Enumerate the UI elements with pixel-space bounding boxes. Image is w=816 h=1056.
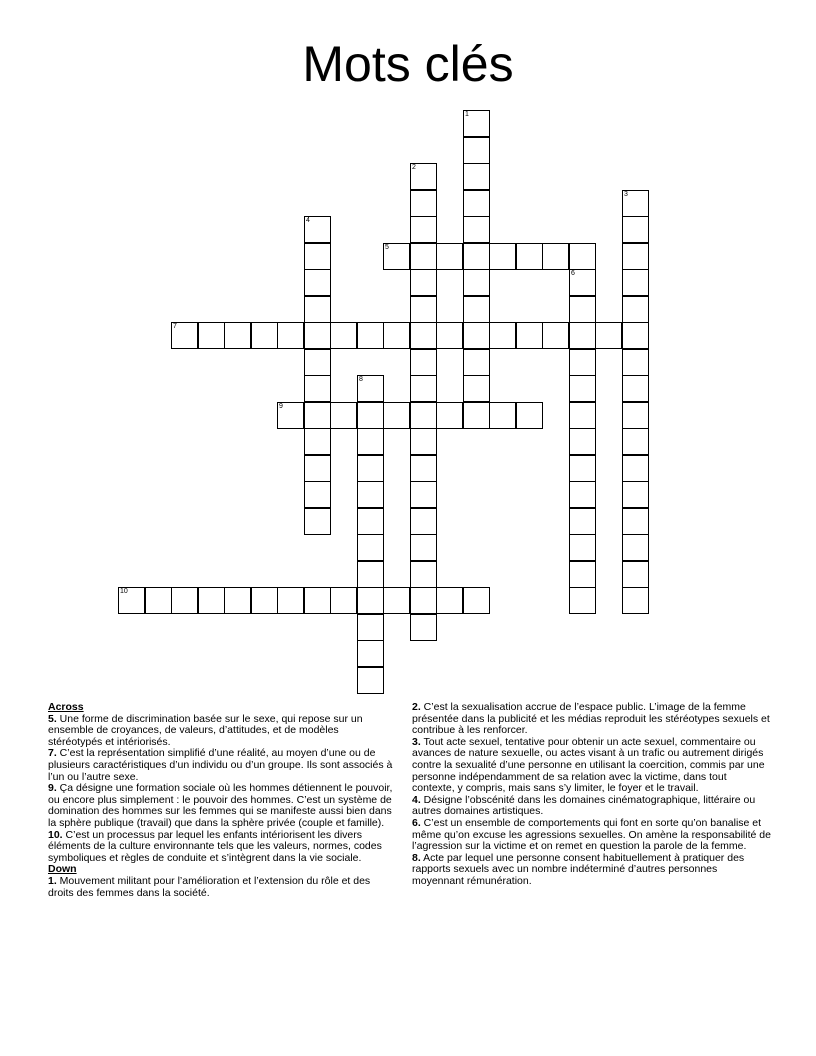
grid-cell[interactable] [410, 455, 437, 482]
grid-cell[interactable] [304, 402, 331, 429]
across-clue [48, 783, 393, 829]
grid-cell[interactable] [357, 667, 384, 694]
clue-text: Acte par lequel une personne consent habituellement à pratiquer des rapports sexuels avec un nombre indéterminé d’autres personnes moyennant rémunération. [412, 851, 745, 887]
grid-cell[interactable] [569, 508, 596, 535]
grid-cell[interactable] [304, 322, 331, 349]
grid-cell[interactable] [357, 322, 384, 349]
clue-text: Ça désigne une formation sociale où les hommes détiennent le pouvoir, ou encore plus simplement : le pouvoir des hommes. C’est un système de domination des hommes sur les femmes qui se manifeste aussi bien dans la sphère publique (travail) que dans la sphère privée (couple et famille). [48, 782, 393, 829]
clue-text: C’est un ensemble de comportements qui font en sorte qu’on banalise et même qu’on excuse les agressions sexuelles. On amène la responsabilité de l’agression sur la victime et on remet en question la parole de la femme. [412, 816, 771, 853]
grid-cell[interactable] [622, 428, 649, 455]
grid-cell[interactable] [622, 402, 649, 429]
grid-cell[interactable] [357, 402, 384, 429]
down-clue [412, 795, 772, 818]
grid-cell[interactable] [489, 402, 516, 429]
clue-number: 9 [279, 403, 283, 410]
grid-cell[interactable] [463, 269, 490, 296]
grid-cell[interactable] [569, 322, 596, 349]
grid-cell[interactable] [357, 614, 384, 641]
grid-cell[interactable] [410, 269, 437, 296]
grid-cell[interactable] [463, 375, 490, 402]
grid-cell[interactable] [463, 216, 490, 243]
clue-number: 1 [465, 111, 469, 118]
grid-cell[interactable] [463, 587, 490, 614]
grid-cell[interactable] [622, 375, 649, 402]
grid-cell[interactable] [622, 296, 649, 323]
grid-cell[interactable] [622, 190, 649, 217]
grid-cell[interactable] [410, 561, 437, 588]
grid-cell[interactable] [304, 508, 331, 535]
grid-cell[interactable] [595, 322, 622, 349]
grid-cell[interactable] [357, 640, 384, 667]
grid-cell[interactable] [304, 587, 331, 614]
clue-number: 3 [624, 191, 628, 198]
grid-cell[interactable] [410, 216, 437, 243]
grid-cell[interactable] [622, 587, 649, 614]
grid-cell[interactable] [304, 349, 331, 376]
clue-number: 10. [48, 828, 63, 841]
page-title: Mots clés [302, 36, 514, 92]
clue-text: C’est la sexualisation accrue de l’espace public. L’image de la femme présentée dans la publicité et les médias reproduit les stéréotypes sexuels et contribue à les renforcer. [412, 701, 770, 737]
grid-cell[interactable] [304, 481, 331, 508]
grid-cell[interactable] [569, 296, 596, 323]
grid-cell[interactable] [277, 402, 304, 429]
grid-cell[interactable] [569, 402, 596, 429]
across-heading: Across [48, 701, 84, 713]
down-clue-list-continued [412, 702, 772, 888]
grid-cell[interactable] [622, 243, 649, 270]
across-clue [48, 748, 393, 783]
grid-cell[interactable] [410, 587, 437, 614]
across-clue [48, 830, 393, 865]
clue-number: 4. [412, 793, 421, 806]
grid-cell[interactable] [330, 322, 357, 349]
grid-cell[interactable] [569, 428, 596, 455]
grid-cell[interactable] [569, 534, 596, 561]
grid-cell[interactable] [198, 587, 225, 614]
grid-cell[interactable] [251, 587, 278, 614]
grid-cell[interactable] [410, 534, 437, 561]
clue-text: C’est un processus par lequel les enfants intériorisent les divers éléments de la culture environnante tels que les valeurs, normes, codes symboliques et règles de conduite et s’intègrent dans la vie sociale. [48, 828, 382, 864]
grid-cell[interactable] [357, 455, 384, 482]
grid-cell[interactable] [463, 163, 490, 190]
grid-cell[interactable] [569, 561, 596, 588]
clue-number: 8. [412, 851, 421, 864]
down-heading: Down [48, 863, 77, 876]
clue-number: 5 [385, 244, 389, 251]
grid-cell[interactable] [410, 163, 437, 190]
clue-number: 7. [48, 747, 57, 760]
grid-cell[interactable] [198, 322, 225, 349]
grid-cell[interactable] [542, 322, 569, 349]
grid-cell[interactable] [463, 349, 490, 376]
grid-cell[interactable] [304, 428, 331, 455]
clue-number: 2 [412, 164, 416, 171]
grid-cell[interactable] [118, 587, 145, 614]
grid-cell[interactable] [330, 402, 357, 429]
down-clue [412, 702, 772, 737]
grid-cell[interactable] [463, 322, 490, 349]
grid-cell[interactable] [304, 269, 331, 296]
grid-cell[interactable] [463, 137, 490, 164]
grid-cell[interactable] [171, 322, 198, 349]
clue-number: 6. [412, 816, 421, 829]
grid-cell[interactable] [357, 375, 384, 402]
clue-text: C’est la représentation simplifié d’une réalité, au moyen d’une ou de plusieurs caractéristiques d’un individu ou d’un groupe. Ils sont associés à l’un ou l’autre sexe. [48, 747, 393, 783]
grid-cell[interactable] [357, 428, 384, 455]
clues-right-column [412, 702, 772, 888]
grid-cell[interactable] [569, 269, 596, 296]
grid-cell[interactable] [224, 322, 251, 349]
grid-cell[interactable] [516, 243, 543, 270]
grid-cell[interactable] [304, 296, 331, 323]
grid-cell[interactable] [277, 587, 304, 614]
down-clue [48, 876, 393, 899]
down-clue [412, 853, 772, 888]
grid-cell[interactable] [436, 322, 463, 349]
clue-number: 1. [48, 874, 57, 887]
clue-number: 7 [173, 323, 177, 330]
grid-cell[interactable] [436, 243, 463, 270]
down-clue [412, 737, 772, 795]
clue-number: 2. [412, 701, 421, 713]
grid-cell[interactable] [569, 587, 596, 614]
clue-number: 8 [359, 376, 363, 383]
grid-cell[interactable] [357, 508, 384, 535]
grid-cell[interactable] [622, 455, 649, 482]
clue-number: 3. [412, 735, 421, 748]
grid-cell[interactable] [304, 243, 331, 270]
grid-cell[interactable] [622, 508, 649, 535]
grid-cell[interactable] [622, 269, 649, 296]
grid-cell[interactable] [622, 561, 649, 588]
clue-text: Mouvement militant pour l’amélioration et l’extension du rôle et des droits des femmes dans la société. [48, 874, 371, 899]
grid-cell[interactable] [463, 296, 490, 323]
clue-number: 10 [120, 588, 128, 595]
grid-cell[interactable] [224, 587, 251, 614]
grid-cell[interactable] [516, 322, 543, 349]
grid-cell[interactable] [304, 375, 331, 402]
grid-cell[interactable] [383, 322, 410, 349]
grid-cell[interactable] [463, 402, 490, 429]
grid-cell[interactable] [622, 481, 649, 508]
grid-cell[interactable] [463, 243, 490, 270]
grid-cell[interactable] [622, 349, 649, 376]
grid-cell[interactable] [569, 243, 596, 270]
grid-cell[interactable] [410, 243, 437, 270]
grid-cell[interactable] [357, 481, 384, 508]
across-clue [48, 714, 393, 749]
grid-cell[interactable] [622, 216, 649, 243]
grid-cell[interactable] [489, 243, 516, 270]
grid-cell[interactable] [357, 587, 384, 614]
grid-cell[interactable] [251, 322, 278, 349]
grid-cell[interactable] [171, 587, 198, 614]
clue-number: 6 [571, 270, 575, 277]
clue-text: Tout acte sexuel, tentative pour obtenir un acte sexuel, commentaire ou avances de nature sexuelle, ou actes visant à un trafic ou autrement dirigés contre la sexualité d’une personne en utilisant la coercition, commis par une personne indépendamment de sa relation avec la victime, dans tout contexte, y compris, mais sans s’y limiter, le foyer et le travail. [412, 735, 765, 795]
grid-cell[interactable] [410, 296, 437, 323]
grid-cell[interactable] [622, 322, 649, 349]
clues-left-column [48, 702, 393, 899]
grid-cell[interactable] [383, 587, 410, 614]
clue-number: 9. [48, 782, 57, 795]
grid-cell[interactable] [330, 587, 357, 614]
grid-cell[interactable] [489, 322, 516, 349]
grid-cell[interactable] [569, 481, 596, 508]
grid-cell[interactable] [410, 508, 437, 535]
grid-cell[interactable] [410, 402, 437, 429]
grid-cell[interactable] [569, 349, 596, 376]
grid-cell[interactable] [410, 428, 437, 455]
grid-cell[interactable] [542, 243, 569, 270]
grid-cell[interactable] [463, 190, 490, 217]
down-clue-list [48, 876, 393, 899]
grid-cell[interactable] [622, 534, 649, 561]
grid-cell[interactable] [410, 322, 437, 349]
clue-text: Désigne l’obscénité dans les domaines cinématographique, littéraire ou autres domaines artistiques. [412, 793, 756, 818]
grid-cell[interactable] [383, 243, 410, 270]
grid-cell[interactable] [145, 587, 172, 614]
grid-cell[interactable] [516, 402, 543, 429]
grid-cell[interactable] [436, 587, 463, 614]
grid-cell[interactable] [410, 481, 437, 508]
grid-cell[interactable] [304, 216, 331, 243]
grid-cell[interactable] [410, 375, 437, 402]
grid-cell[interactable] [569, 455, 596, 482]
across-clue-list [48, 714, 393, 865]
grid-cell[interactable] [569, 375, 596, 402]
grid-cell[interactable] [436, 402, 463, 429]
clue-number: 5. [48, 712, 57, 725]
grid-cell[interactable] [357, 534, 384, 561]
grid-cell[interactable] [410, 190, 437, 217]
grid-cell[interactable] [383, 402, 410, 429]
grid-cell[interactable] [277, 322, 304, 349]
clue-text: Une forme de discrimination basée sur le sexe, qui repose sur un ensemble de croyances, de valeurs, d’attitudes, et de modèles stéréotypés et intériorisés. [48, 712, 363, 748]
grid-cell[interactable] [463, 110, 490, 137]
grid-cell[interactable] [304, 455, 331, 482]
down-clue [412, 818, 772, 853]
grid-cell[interactable] [357, 561, 384, 588]
clue-number: 4 [306, 217, 310, 224]
grid-cell[interactable] [410, 349, 437, 376]
grid-cell[interactable] [410, 614, 437, 641]
